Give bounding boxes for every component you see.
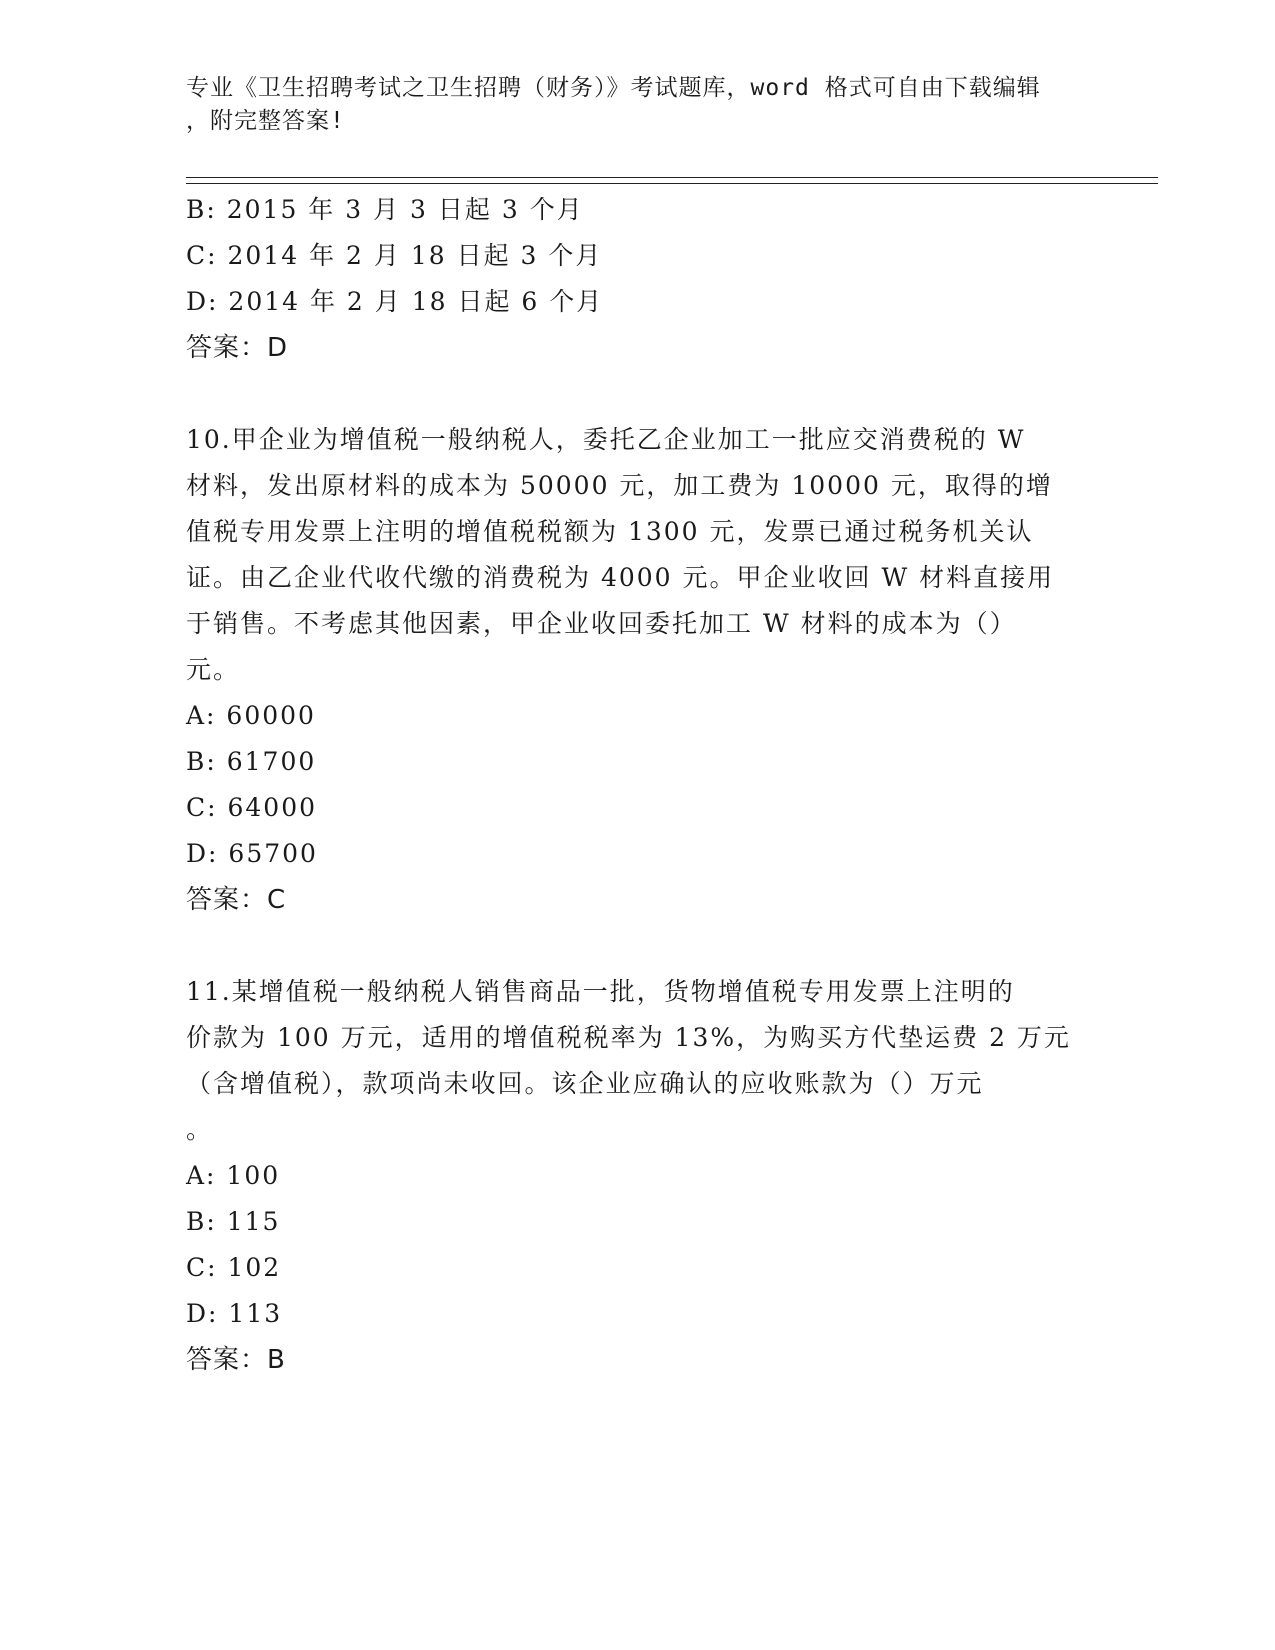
- question-line: 10.甲企业为增值税一般纳税人，委托乙企业加工一批应交消费税的 W: [186, 425, 1026, 454]
- option-c: C: 2014 年 2 月 18 日起 3 个月: [186, 241, 603, 270]
- answer-label: 答案：C: [186, 885, 287, 915]
- header-divider-bottom: [186, 183, 1158, 184]
- option-c: C: 64000: [186, 793, 318, 822]
- option-b: B: 2015 年 3 月 3 日起 3 个月: [186, 195, 584, 224]
- question-line: 价款为 100 万元，适用的增值税税率为 13%，为购买方代垫运费 2 万元: [186, 1023, 1071, 1052]
- option-d: D: 113: [186, 1299, 283, 1328]
- option-c: C: 102: [186, 1253, 282, 1282]
- question-line: 11.某增值税一般纳税人销售商品一批，货物增值税专用发票上注明的: [186, 977, 1015, 1006]
- header-line-2: ，附完整答案!: [186, 108, 345, 134]
- answer-label: 答案：D: [186, 333, 289, 363]
- option-a: A: 100: [186, 1161, 281, 1190]
- prev-question: [186, 187, 1086, 371]
- question-line: 证。由乙企业代收代缴的消费税为 4000 元。甲企业收回 W 材料直接用: [186, 563, 1055, 592]
- question-line: 值税专用发票上注明的增值税税额为 1300 元，发票已通过税务机关认: [186, 517, 1034, 546]
- question-line: 材料，发出原材料的成本为 50000 元，加工费为 10000 元，取得的增: [186, 471, 1053, 500]
- option-a: A: 60000: [186, 701, 316, 730]
- question-line: 元。: [186, 655, 241, 684]
- option-b: B: 115: [186, 1207, 281, 1236]
- document-body: [186, 187, 1086, 1383]
- header-line-1: 专业《卫生招聘考试之卫生招聘（财务）》考试题库，word 格式可自由下载编辑: [186, 75, 1041, 101]
- question-11: [186, 969, 1086, 1383]
- option-b: B: 61700: [186, 747, 317, 776]
- question-line: （含增值税），款项尚未收回。该企业应确认的应收账款为（）万元: [186, 1069, 984, 1098]
- option-d: D: 2014 年 2 月 18 日起 6 个月: [186, 287, 604, 316]
- question-text: [186, 969, 1071, 1153]
- document-header: [186, 72, 1066, 138]
- option-d: D: 65700: [186, 839, 318, 868]
- question-10: [186, 417, 1086, 923]
- header-divider-top: [186, 177, 1158, 178]
- question-line: 。: [186, 1115, 214, 1144]
- question-text: [186, 417, 1066, 693]
- answer-label: 答案：B: [186, 1345, 286, 1375]
- question-line: 于销售。不考虑其他因素，甲企业收回委托加工 W 材料的成本为（）: [186, 609, 1017, 638]
